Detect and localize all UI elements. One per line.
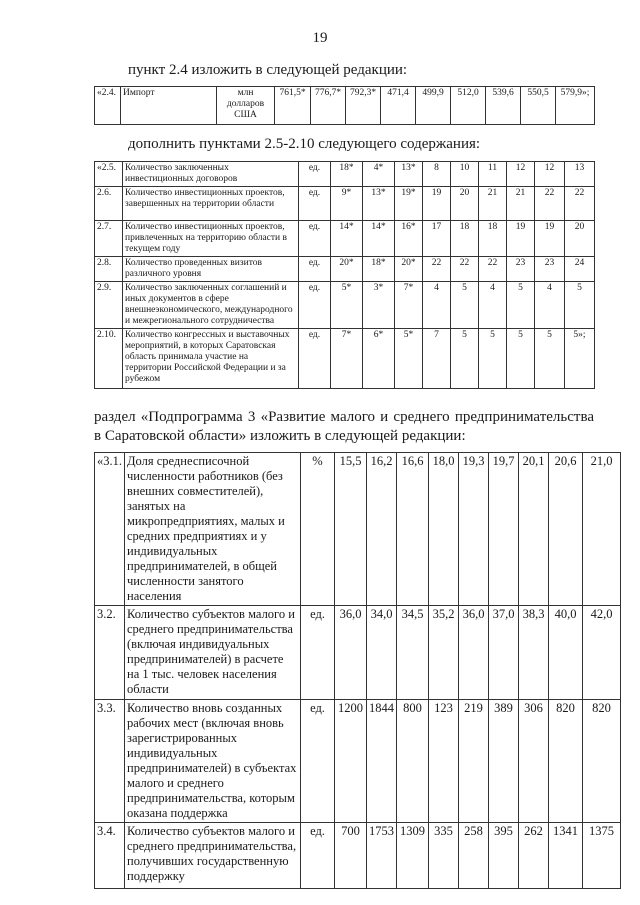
value-cell: 16,6	[397, 453, 429, 606]
value-cell: 14*	[363, 221, 395, 257]
value-cell: 18,0	[429, 453, 459, 606]
heading-item-2-4: пункт 2.4 изложить в следующей редакции:	[128, 62, 408, 78]
value-cell: 306	[519, 700, 549, 823]
value-cell: 21	[479, 187, 507, 221]
table-row	[95, 823, 621, 889]
table-row	[95, 453, 621, 606]
value-cell: 16*	[395, 221, 423, 257]
value-cell: 8	[423, 162, 451, 187]
value-cell: 19*	[395, 187, 423, 221]
row-label-cell: Количество проведенных визитов различного уровня	[123, 257, 299, 282]
row-label-cell: Количество заключенных соглашений и иных документов в сфере внешнеэкономического, международного и межрегионального сотрудничества	[123, 282, 299, 329]
paragraph-section-3: раздел «Подпрограмма 3 «Развитие малого и среднего предпринимательства в Саратовской области» изложить в следующей редакции:	[94, 409, 594, 444]
value-cell: 19,3	[459, 453, 489, 606]
value-cell: 1309	[397, 823, 429, 889]
value-cell: 820	[583, 700, 621, 823]
table-row	[95, 257, 595, 282]
value-cell: 40,0	[549, 606, 583, 700]
row-code-cell: 2.10.	[95, 329, 123, 389]
value-cell: 512,0	[451, 87, 486, 125]
row-label-cell: Количество инвестиционных проектов, привлеченных на территорию области в текущем году	[123, 221, 299, 257]
value-cell: 34,5	[397, 606, 429, 700]
value-cell: 5	[451, 282, 479, 329]
value-cell: 123	[429, 700, 459, 823]
value-cell: 34,0	[367, 606, 397, 700]
value-cell: 19	[507, 221, 535, 257]
table-row	[95, 221, 595, 257]
row-label-cell: Доля среднесписочной численности работников (без внешних совместителей), занятых на микропредприятиях, малых и средних предприятиях и у индивидуальных предпринимателей, в общей численности занятого населения	[125, 453, 301, 606]
table-row	[95, 329, 595, 389]
value-cell: 22	[479, 257, 507, 282]
value-cell: 792,3*	[346, 87, 381, 125]
value-cell: 42,0	[583, 606, 621, 700]
value-cell: 35,2	[429, 606, 459, 700]
row-code-cell: 2.6.	[95, 187, 123, 221]
value-cell: 20,1	[519, 453, 549, 606]
table-row	[95, 282, 595, 329]
value-cell: 9*	[331, 187, 363, 221]
value-cell: 22	[423, 257, 451, 282]
value-cell: 219	[459, 700, 489, 823]
value-cell: 1375	[583, 823, 621, 889]
table-import	[94, 86, 595, 125]
row-unit-cell: ед.	[301, 606, 335, 700]
row-label-cell: Количество субъектов малого и среднего предпринимательства, получивших государственную поддержку	[125, 823, 301, 889]
row-unit-cell: ед.	[299, 257, 331, 282]
row-unit-cell: ед.	[299, 282, 331, 329]
row-label-cell: Количество инвестиционных проектов, завершенных на территории области	[123, 187, 299, 221]
table-small-business	[94, 452, 621, 889]
value-cell: 4*	[363, 162, 395, 187]
value-cell: 7*	[331, 329, 363, 389]
table-row	[95, 606, 621, 700]
value-cell: 17	[423, 221, 451, 257]
row-label-cell: Количество конгрессных и выставочных мероприятий, в которых Саратовская область принимала участие на территории Российской Федерации и за рубежом	[123, 329, 299, 389]
value-cell: 12	[507, 162, 535, 187]
value-cell: 23	[535, 257, 565, 282]
value-cell: 21	[507, 187, 535, 221]
value-cell: 22	[451, 257, 479, 282]
row-unit-cell: ед.	[301, 823, 335, 889]
value-cell: 7	[423, 329, 451, 389]
table-row	[95, 87, 595, 125]
value-cell: 471,4	[381, 87, 416, 125]
value-cell: 1200	[335, 700, 367, 823]
value-cell: 761,5*	[275, 87, 311, 125]
row-code-cell: «2.5.	[95, 162, 123, 187]
row-unit-cell: ед.	[299, 221, 331, 257]
value-cell: 20	[451, 187, 479, 221]
row-code-cell: 3.3.	[95, 700, 125, 823]
page-number: 19	[312, 30, 328, 46]
value-cell: 5	[535, 329, 565, 389]
value-cell: 4	[423, 282, 451, 329]
value-cell: 20	[565, 221, 595, 257]
value-cell: 5*	[395, 329, 423, 389]
value-cell: 550,5	[521, 87, 556, 125]
value-cell: 24	[565, 257, 595, 282]
value-cell: 5	[507, 282, 535, 329]
value-cell: 14*	[331, 221, 363, 257]
value-cell: 15,5	[335, 453, 367, 606]
row-code-cell: 2.8.	[95, 257, 123, 282]
value-cell: 38,3	[519, 606, 549, 700]
row-label-cell: Количество вновь созданных рабочих мест (включая вновь зарегистрированных индивидуальных предпринимателей) в субъектах малого и среднего предпринимательства, которым оказана поддержка	[125, 700, 301, 823]
row-code-cell: «2.4.	[95, 87, 121, 125]
table-row	[95, 162, 595, 187]
value-cell: 579,9»;	[556, 87, 595, 125]
value-cell: 800	[397, 700, 429, 823]
value-cell: 18	[451, 221, 479, 257]
value-cell: 12	[535, 162, 565, 187]
row-code-cell: 2.7.	[95, 221, 123, 257]
value-cell: 13*	[395, 162, 423, 187]
value-cell: 13*	[363, 187, 395, 221]
value-cell: 36,0	[459, 606, 489, 700]
value-cell: 22	[565, 187, 595, 221]
table-row	[95, 700, 621, 823]
value-cell: 5	[451, 329, 479, 389]
value-cell: 37,0	[489, 606, 519, 700]
value-cell: 5	[479, 329, 507, 389]
heading-items-2-5-2-10: дополнить пунктами 2.5-2.10 следующего содержания:	[128, 136, 481, 152]
value-cell: 18*	[331, 162, 363, 187]
value-cell: 820	[549, 700, 583, 823]
value-cell: 776,7*	[311, 87, 346, 125]
value-cell: 262	[519, 823, 549, 889]
value-cell: 19,7	[489, 453, 519, 606]
row-unit-cell: ед.	[299, 187, 331, 221]
value-cell: 18*	[363, 257, 395, 282]
value-cell: 10	[451, 162, 479, 187]
value-cell: 19	[535, 221, 565, 257]
row-code-cell: 3.4.	[95, 823, 125, 889]
row-unit-cell: млн долларов США	[217, 87, 275, 125]
value-cell: 1844	[367, 700, 397, 823]
row-code-cell: 2.9.	[95, 282, 123, 329]
value-cell: 18	[479, 221, 507, 257]
value-cell: 11	[479, 162, 507, 187]
value-cell: 7*	[395, 282, 423, 329]
value-cell: 4	[479, 282, 507, 329]
row-unit-cell: ед.	[299, 329, 331, 389]
row-code-cell: 3.2.	[95, 606, 125, 700]
row-label-cell: Количество заключенных инвестиционных договоров	[123, 162, 299, 187]
value-cell: 36,0	[335, 606, 367, 700]
value-cell: 6*	[363, 329, 395, 389]
value-cell: 5	[507, 329, 535, 389]
value-cell: 3*	[363, 282, 395, 329]
value-cell: 5*	[331, 282, 363, 329]
value-cell: 5»;	[565, 329, 595, 389]
value-cell: 499,9	[416, 87, 451, 125]
table-investment	[94, 161, 595, 389]
value-cell: 13	[565, 162, 595, 187]
value-cell: 700	[335, 823, 367, 889]
value-cell: 4	[535, 282, 565, 329]
value-cell: 16,2	[367, 453, 397, 606]
value-cell: 335	[429, 823, 459, 889]
row-label-cell: Импорт	[121, 87, 217, 125]
value-cell: 19	[423, 187, 451, 221]
value-cell: 5	[565, 282, 595, 329]
value-cell: 395	[489, 823, 519, 889]
value-cell: 1341	[549, 823, 583, 889]
row-unit-cell: ед.	[299, 162, 331, 187]
value-cell: 258	[459, 823, 489, 889]
row-unit-cell: ед.	[301, 700, 335, 823]
value-cell: 20*	[331, 257, 363, 282]
row-unit-cell: %	[301, 453, 335, 606]
value-cell: 539,6	[486, 87, 521, 125]
value-cell: 389	[489, 700, 519, 823]
value-cell: 22	[535, 187, 565, 221]
value-cell: 20*	[395, 257, 423, 282]
value-cell: 20,6	[549, 453, 583, 606]
table-row	[95, 187, 595, 221]
value-cell: 21,0	[583, 453, 621, 606]
row-code-cell: «3.1.	[95, 453, 125, 606]
value-cell: 1753	[367, 823, 397, 889]
row-label-cell: Количество субъектов малого и среднего предпринимательства (включая индивидуальных предпринимателей) в расчете на 1 тыс. человек населения области	[125, 606, 301, 700]
value-cell: 23	[507, 257, 535, 282]
